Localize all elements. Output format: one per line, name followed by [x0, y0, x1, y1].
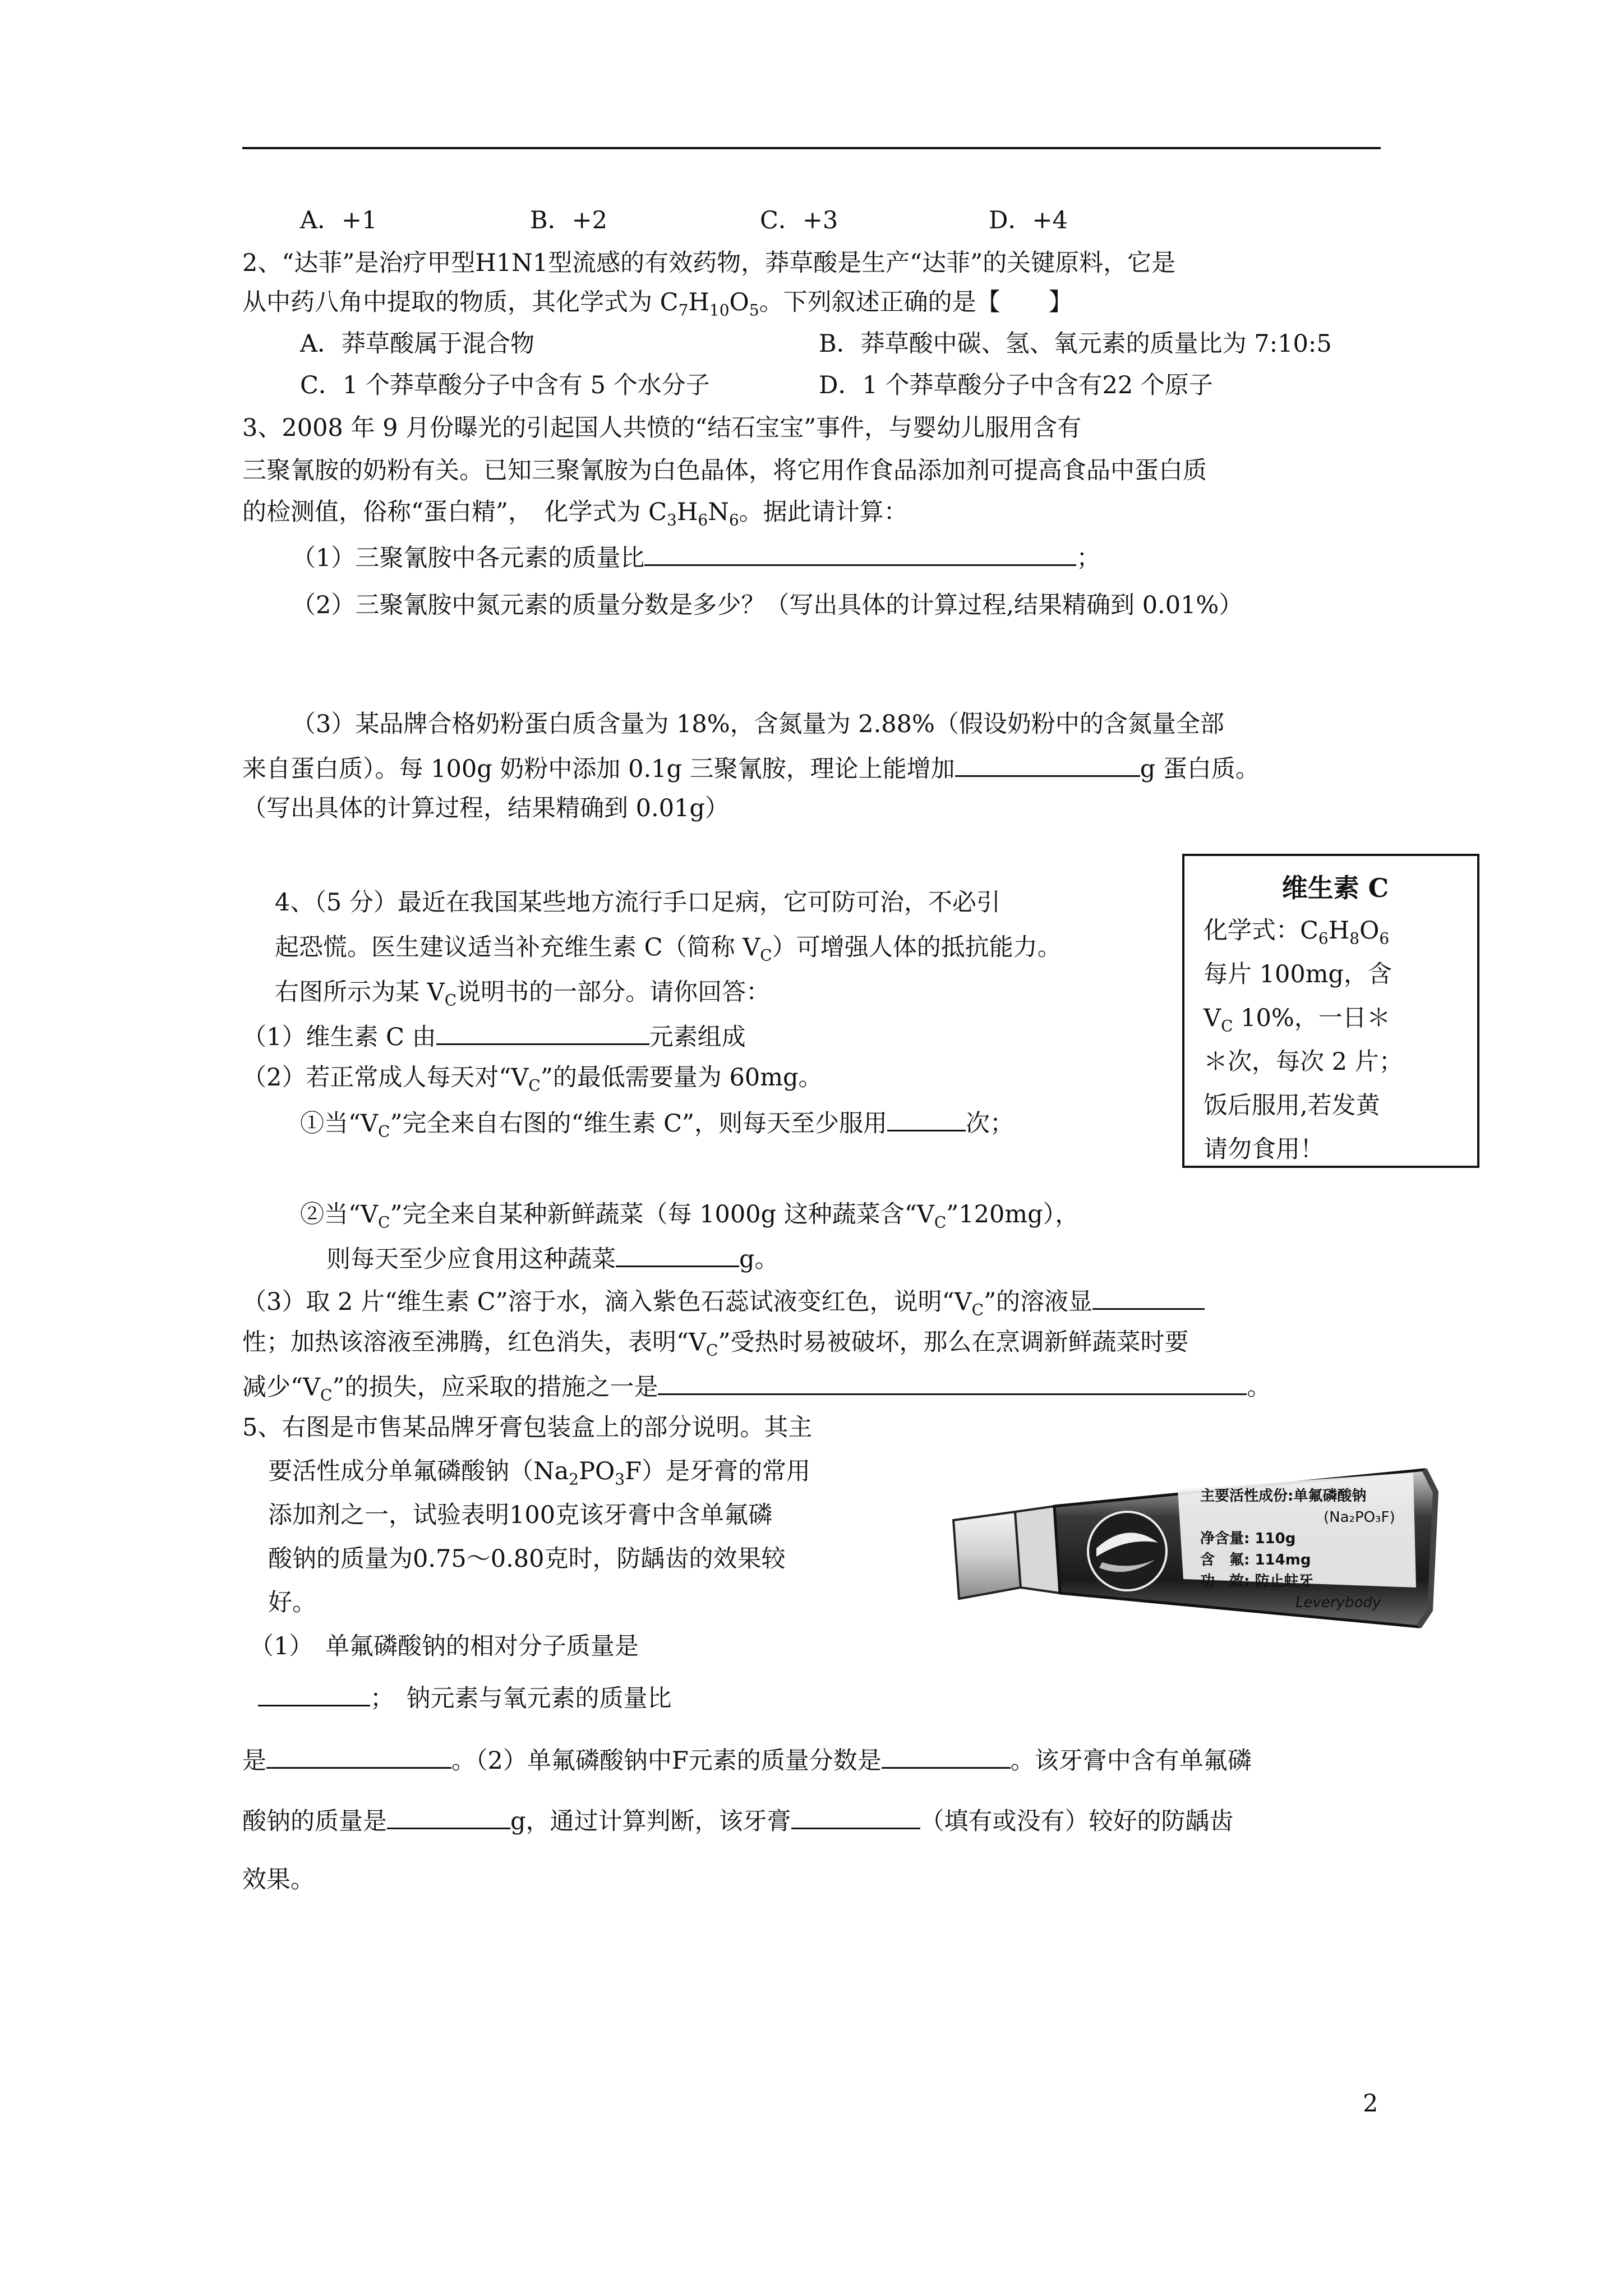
q3-part3-line1: （3）某品牌合格奶粉蛋白质含量为 18%，含氮量为 2.88%（假设奶粉中的含氮量全部 — [292, 710, 1224, 738]
toothpaste-label-text — [1200, 1485, 1395, 1613]
q3-part1: （1）三聚氰胺中各元素的质量比 ； — [292, 540, 1100, 574]
q5-fluorine-fraction-blank[interactable] — [882, 1742, 1011, 1769]
q3-stem-line1: 3、2008 年 9 月份曝光的引起国人共愤的“结石宝宝”事件，与婴幼儿服用含有 — [242, 414, 1082, 442]
q5-stem-line2: 要活性成分单氟磷酸钠$(Na_2PO_3F)$是牙膏的常用 — [268, 1457, 810, 1489]
q5-part3: 酸钠的质量是 g，通过计算判断，该牙膏 （填有或没有）较好的防龋齿 — [242, 1803, 1234, 1838]
vitamin-c-dose: 每片 100mg，含 — [1204, 960, 1393, 988]
page-number: 2 — [1363, 2090, 1378, 2118]
header-rule — [242, 147, 1381, 149]
vitamin-c-instruction: 饭后服用,若发黄 — [1204, 1092, 1380, 1120]
toothpaste-brand: Leverybody — [1295, 1594, 1381, 1611]
q2-option-c: C．1 个莽草酸分子中含有 5 个水分子 — [300, 371, 710, 399]
q2-option-b: B．莽草酸中碳、氢、氧元素的质量比为 7:10:5 — [819, 330, 1332, 358]
q3-stem-line3: 的检测值，俗称“蛋白精”， 化学式为 $C_3H_6N_6$。据此请计算： — [242, 498, 908, 530]
q4-stem-line1: 4、（5 分）最近在我国某些地方流行手口足病，它可防可治，不必引 — [275, 889, 1000, 917]
q4-part2a: ①当“$V_C$”完全来自右图的“维生素 C”，则每天至少服用 次； — [300, 1105, 1014, 1140]
q5-judgement-answer-blank[interactable] — [791, 1803, 920, 1829]
q5-part1-answer-blank[interactable] — [258, 1680, 370, 1706]
q5-part1-line2: ； 钠元素与氧元素的质量比 — [258, 1680, 672, 1715]
q5-stem-line4: 酸钠的质量为0.75～0.80克时，防龋齿的效果较 — [268, 1545, 786, 1573]
toothpaste-active-ingredient: 主要活性成份:单氟磷酸钠 — [1200, 1488, 1367, 1504]
toothpaste-tube-image — [942, 1458, 1447, 1649]
q5-ratio-answer-blank[interactable] — [266, 1742, 451, 1769]
q2-option-a: A．莽草酸属于混合物 — [300, 330, 535, 358]
toothpaste-formula: (Na₂PO₃F) — [1324, 1509, 1395, 1526]
toothpaste-fluoride: 含 氟: 114mg — [1200, 1552, 1311, 1568]
q3-stem-line2: 三聚氰胺的奶粉有关。已知三聚氰胺为白色晶体，将它用作食品添加剂可提高食品中蛋白质 — [242, 457, 1207, 485]
vitamin-c-warning: 请勿食用！ — [1204, 1135, 1324, 1163]
q5-part1: （1） 单氟磷酸钠的相对分子质量是 — [250, 1632, 639, 1660]
q5-part2: 是 。（2）单氟磷酸钠中F元素的质量分数是 。该牙膏中含有单氟磷 — [242, 1742, 1252, 1777]
q3-part1-answer-blank[interactable] — [644, 540, 1076, 566]
q5-stem-line1: 5、右图是市售某品牌牙膏包装盒上的部分说明。其主 — [242, 1414, 813, 1442]
vitamin-c-frequency: ＊次，每次 2 片； — [1204, 1048, 1403, 1076]
vitamin-c-formula: 化学式：$C_6H_8O_6$ — [1204, 917, 1390, 948]
q4-part3-line1: （3）取 2 片“维生素 C”溶于水，滴入紫色石蕊试液变红色，说明“$V_C$”的溶液显 — [242, 1283, 1205, 1318]
q5-stem-line3: 添加剂之一，试验表明100克该牙膏中含单氟磷 — [268, 1501, 773, 1529]
q2-stem-line1: 2、“达菲”是治疗甲型H1N1型流感的有效药物，莽草酸是生产“达菲”的关键原料，它是 — [242, 249, 1176, 277]
q4-part1-answer-blank[interactable] — [436, 1019, 649, 1045]
q3-part3-answer-blank[interactable] — [955, 751, 1140, 777]
q4-part2b-answer-blank[interactable] — [616, 1241, 739, 1267]
q4-stem-line2: 起恐慌。医生建议适当补充维生素 C（简称 $V_C$）可增强人体的抵抗能力。 — [275, 933, 1062, 965]
vitamin-c-title: 维生素 C — [1281, 873, 1389, 903]
q4-part2: （2）若正常成人每天对“$V_C$”的最低需要量为 60mg。 — [242, 1064, 823, 1095]
q4-part3-answer-blank-2[interactable] — [658, 1369, 1247, 1395]
toothpaste-net-weight: 净含量: 110g — [1200, 1530, 1296, 1547]
q3-part3-line3: （写出具体的计算过程，结果精确到 0.01g） — [242, 794, 729, 822]
q4-part3-line3: 减少“$V_C$”的损失，应采取的措施之一是 。 — [242, 1369, 1271, 1404]
q3-part2: （2）三聚氰胺中氮元素的质量分数是多少？（写出具体的计算过程,结果精确到 0.01%） — [292, 591, 1243, 619]
q1-option-b: B．+2 — [530, 206, 607, 234]
vitamin-c-content: $V_C$ 10%，一日＊ — [1204, 1004, 1391, 1036]
toothpaste-effect: 功 效: 防止蛀牙 — [1200, 1573, 1313, 1590]
q4-stem-line3: 右图所示为某 $V_C$说明书的一部分。请你回答： — [275, 978, 771, 1010]
q5-stem-line5: 好。 — [268, 1589, 316, 1617]
q4-part2b-line2: 则每天至少应食用这种蔬菜 g。 — [326, 1241, 779, 1276]
q1-option-d: D．+4 — [989, 206, 1068, 234]
q4-part2a-answer-blank[interactable] — [887, 1105, 966, 1131]
q5-mass-answer-blank[interactable] — [387, 1803, 510, 1829]
q2-option-d: D．1 个莽草酸分子中含有22 个原子 — [819, 371, 1213, 399]
q4-part2b-line1: ②当“$V_C$”完全来自某种新鲜蔬菜（每 1000g 这种蔬菜含“$V_C”120mg$）， — [300, 1200, 1080, 1232]
q2-stem-line2: 从中药八角中提取的物质，其化学式为 $C_7H_{10}O_5$。下列叙述正确的是【 】 — [242, 288, 1073, 320]
q4-part3-answer-blank-1[interactable] — [1092, 1283, 1205, 1310]
q3-part3-line2: 来自蛋白质）。每 100g 奶粉中添加 0.1g 三聚氰胺，理论上能增加 g 蛋白质。 — [242, 751, 1260, 785]
q1-option-c: C．+3 — [760, 206, 838, 234]
vitamin-c-label-box — [1182, 854, 1479, 1168]
q4-part1: （1）维生素 C 由 元素组成 — [242, 1019, 746, 1053]
q1-option-a: A．+1 — [300, 206, 377, 234]
q4-part3-line2: 性；加热该溶液至沸腾，红色消失，表明“$V_C$”受热时易被破坏，那么在烹调新鲜蔬菜时要 — [242, 1328, 1189, 1360]
q5-part4: 效果。 — [242, 1866, 315, 1894]
